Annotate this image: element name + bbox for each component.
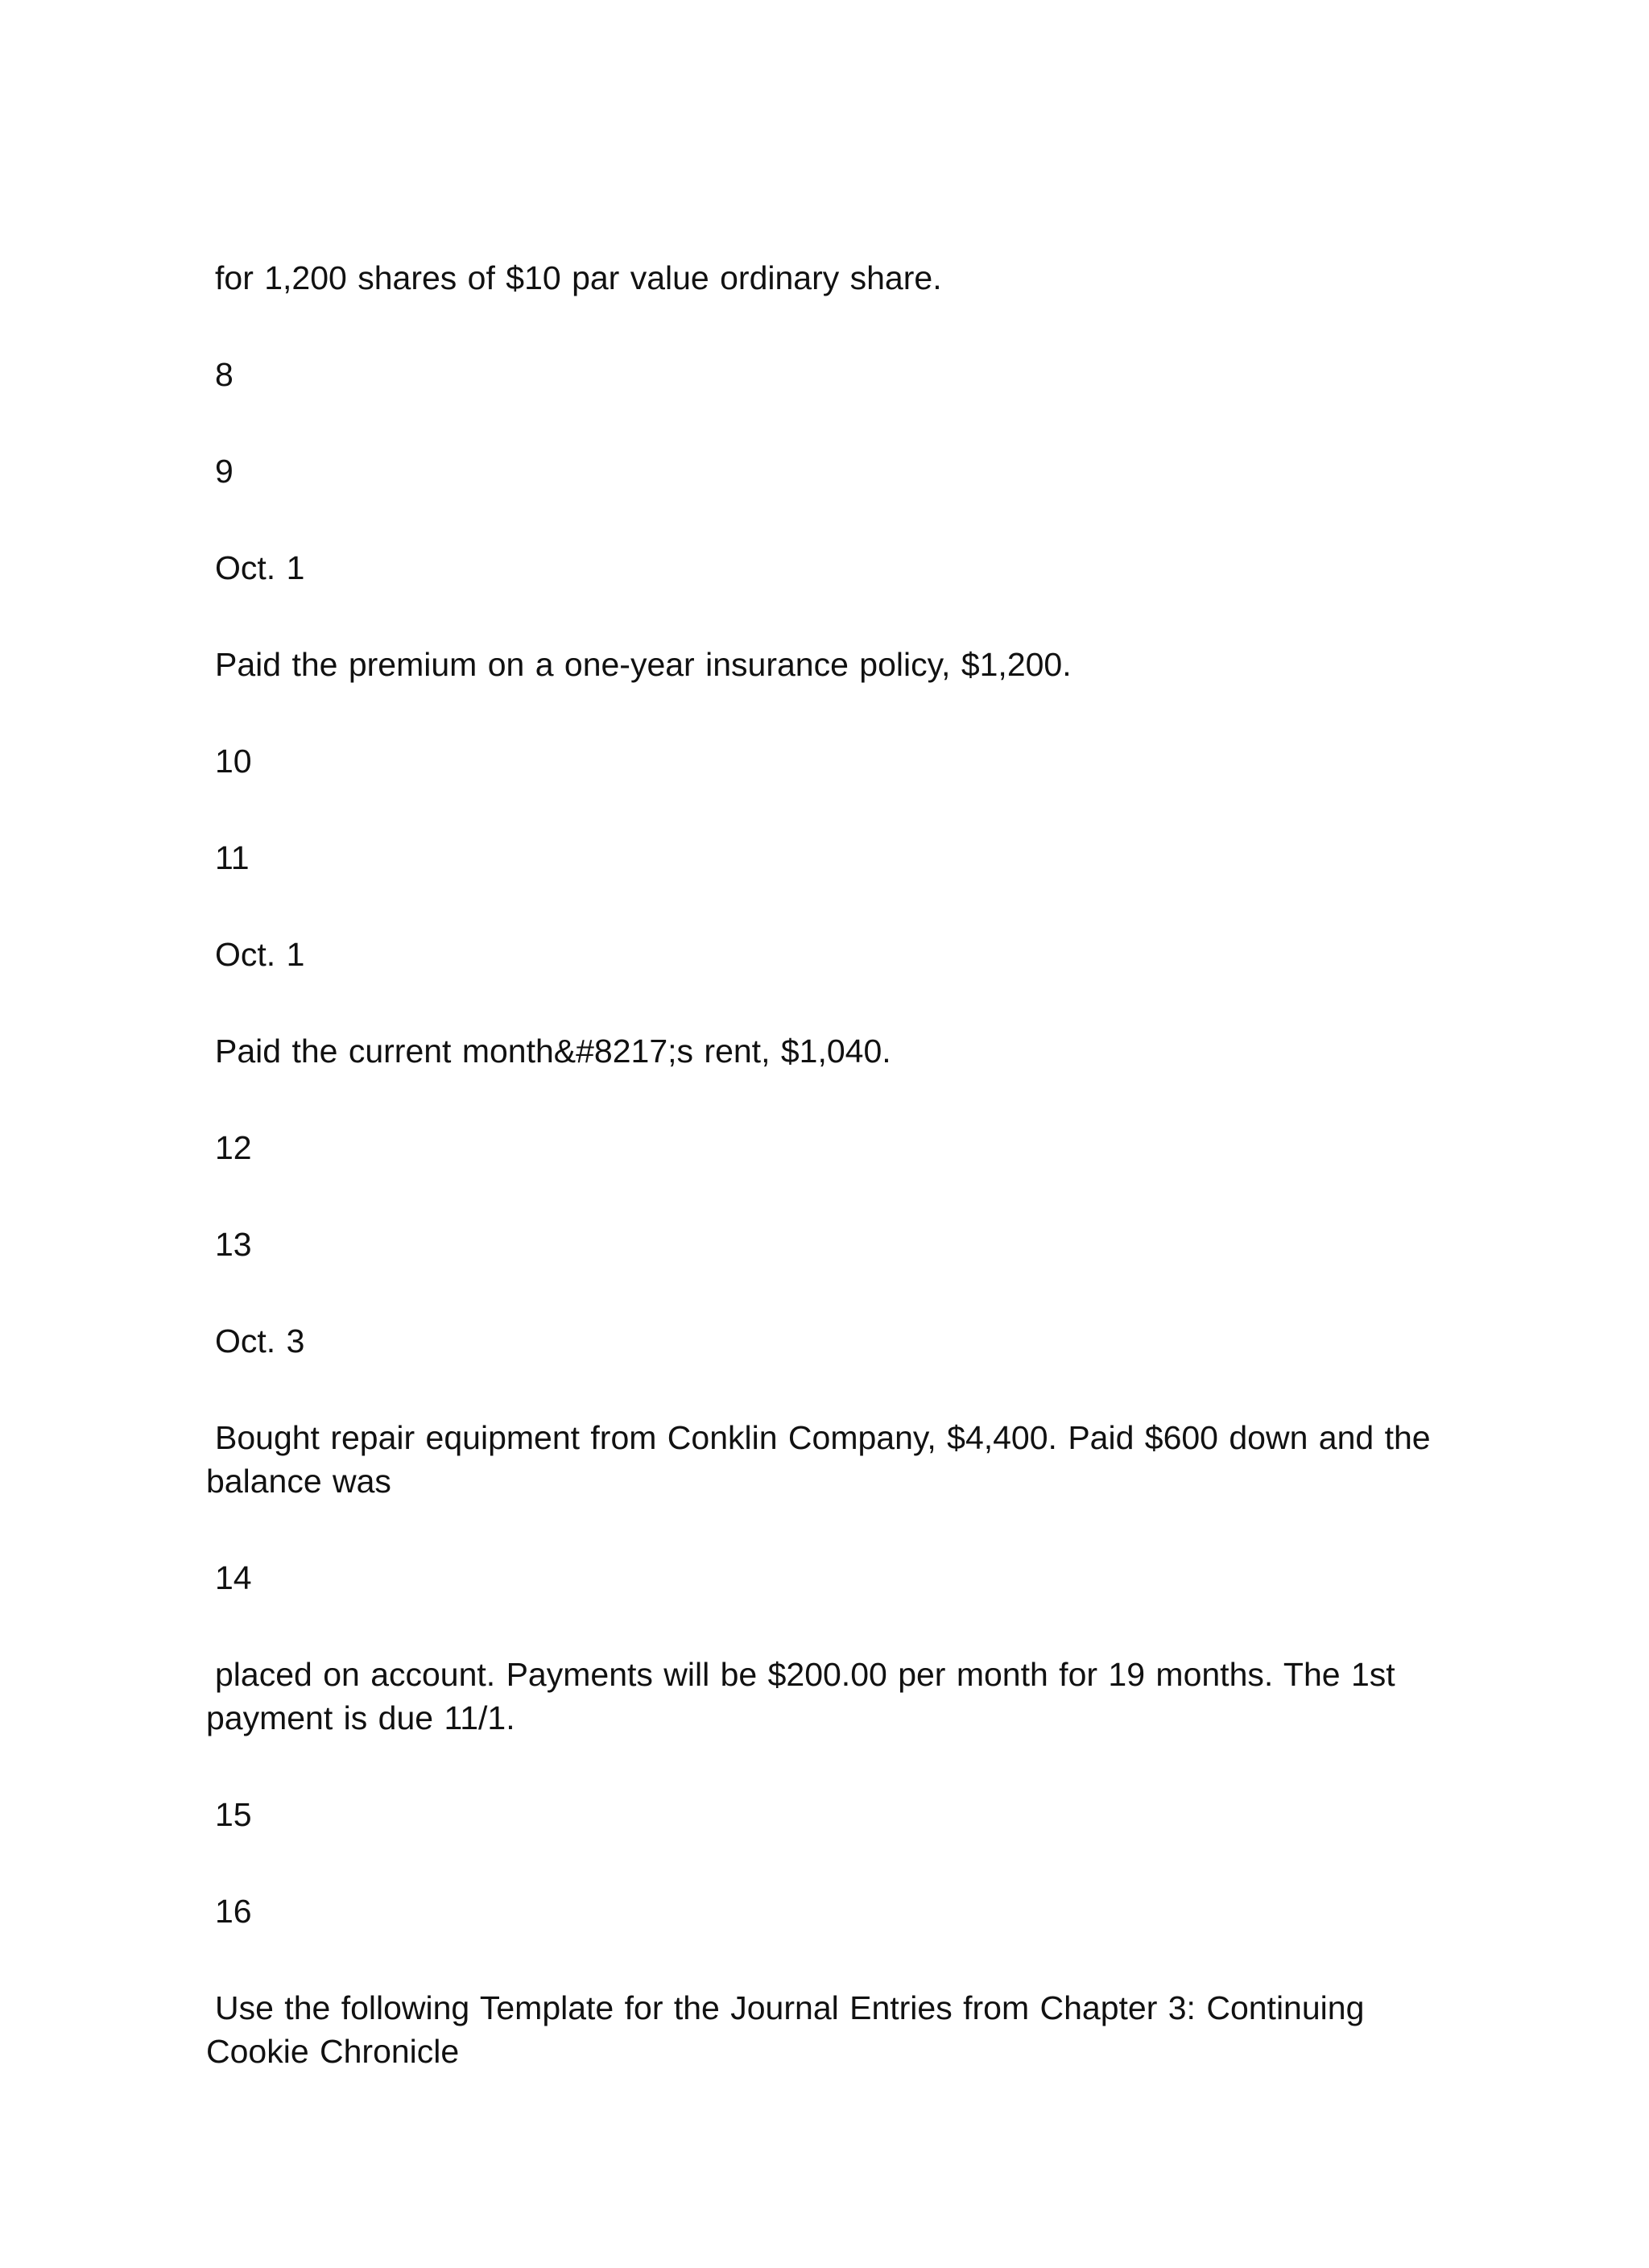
line-text: Oct. 1	[215, 936, 305, 973]
line-text: 16	[215, 1893, 252, 1930]
line-number	[206, 739, 1494, 783]
date-label	[206, 546, 1494, 590]
line-text: Paid the premium on a one-year insurance policy, $1,200.	[215, 646, 1072, 683]
line-text: 15	[215, 1796, 252, 1833]
line-text: placed on account. Payments will be $200.00 per month for 19 months. The 1st	[215, 1656, 1395, 1693]
line-text: 13	[215, 1226, 252, 1263]
line-number	[206, 1889, 1494, 1933]
date-label	[206, 1319, 1494, 1363]
line-text: 10	[215, 743, 252, 780]
line-text: Oct. 1	[215, 549, 305, 586]
line-text: 9	[215, 453, 234, 490]
line-text-continued: payment is due 11/1.	[206, 1699, 515, 1736]
line-number	[206, 353, 1494, 396]
line-text: 8	[215, 356, 234, 393]
transaction-text	[206, 1416, 1494, 1503]
instruction-text	[206, 1986, 1494, 2073]
line-number	[206, 1556, 1494, 1600]
line-number	[206, 1126, 1494, 1169]
line-text-continued: balance was	[206, 1463, 391, 1500]
line-text: Oct. 3	[215, 1322, 305, 1360]
line-number	[206, 836, 1494, 879]
date-label	[206, 933, 1494, 976]
line-text: 14	[215, 1559, 252, 1596]
line-text-continued: Cookie Chronicle	[206, 2033, 460, 2070]
line-text: for 1,200 shares of $10 par value ordinary share.	[215, 259, 942, 296]
transaction-text	[206, 643, 1494, 686]
line-text: 12	[215, 1129, 252, 1166]
line-text: Use the following Template for the Journal Entries from Chapter 3: Continuing	[215, 1989, 1365, 2026]
line-number	[206, 1223, 1494, 1266]
transaction-text	[206, 1029, 1494, 1073]
line-number	[206, 1793, 1494, 1836]
line-text: Bought repair equipment from Conklin Company, $4,400. Paid $600 down and the	[215, 1419, 1431, 1456]
line-text: Paid the current month&#8217;s rent, $1,040.	[215, 1033, 891, 1070]
transaction-text	[206, 1653, 1494, 1740]
line-number	[206, 449, 1494, 493]
text-line	[206, 256, 1494, 300]
line-text: 11	[215, 839, 250, 876]
